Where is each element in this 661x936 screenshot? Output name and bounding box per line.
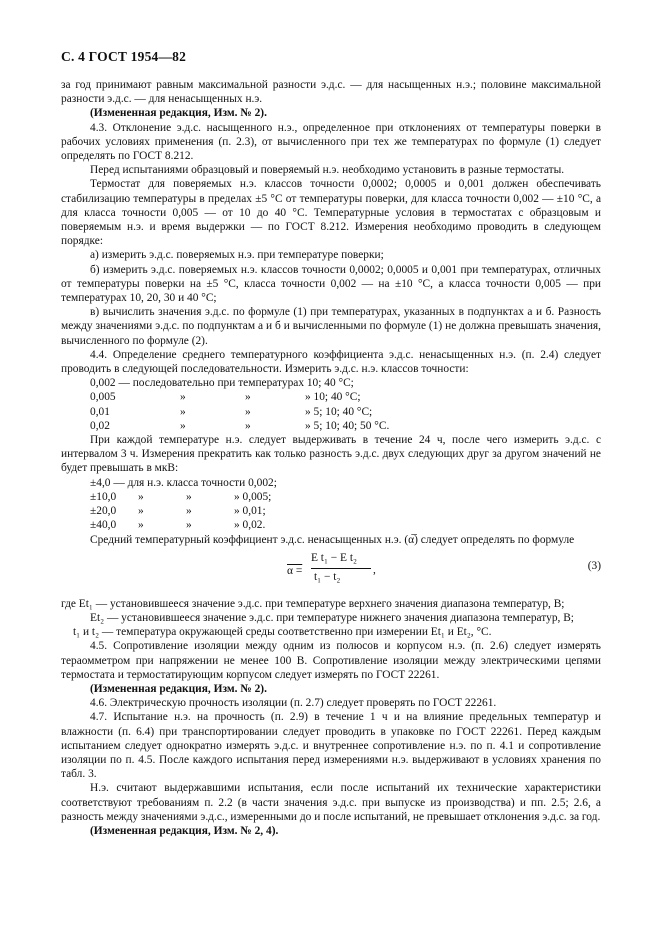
list-item: в) вычислить значения э.д.с. по формуле (1) при температурах, указанных в подпунктах а и б. Разность между значениями э.д.с. по подпунктам а и б и вычисленными по формуле (1) не должна превышать значения, вычисленного по формуле (2). <box>61 306 601 347</box>
formula-suffix: , <box>373 563 376 576</box>
table-cell: » <box>186 505 192 518</box>
limit-row <box>61 504 601 518</box>
table-cell: ±10,0 <box>90 490 117 503</box>
paragraph: 4.6. Электрическую прочность изоляции (п. 2.7) следует проверять по ГОСТ 22261. <box>90 697 497 710</box>
paragraph: Термостат для поверяемых н.э. классов точности 0,0002; 0,0005 и 0,001 должен обеспечивать стабилизацию температуры в пределах ±5 °С от температуры поверки, для класса точности 0,002 — ±10 °С, а для класса точности 0,005 — от 10 до 40 °С. Температурные условия в термостатах с образцовым и поверяемым н.э. и время выдержки — по ГОСТ 8.212. Измерения необходимо проводить в следующем порядке: <box>61 178 601 248</box>
table-cell: » <box>245 419 251 432</box>
table-cell: » 10; 40 °С; <box>305 391 361 404</box>
definition: Et₂ — установившееся значение э.д.с. при температуре нижнего значения диапазона температур, В; <box>90 611 574 624</box>
equation-number: (3) <box>587 559 601 572</box>
table-cell: » <box>186 519 192 532</box>
temperature-row <box>61 405 601 419</box>
temperature-row <box>61 390 601 404</box>
paragraph: 4.5. Сопротивление изоляции между одним из полюсов и корпусом н.э. (п. 2.6) следует измерять тераомметром при напряжении не менее 100 В. Сопротивление изоляции между электрическими цепями термостата и термостатирующим корпусом следует измерять по ГОСТ 22261. <box>61 640 601 681</box>
amendment-note: (Измененная редакция, Изм. № 2, 4). <box>90 824 279 837</box>
table-cell: » <box>186 490 192 503</box>
table-cell: 0,002 — последовательно при температурах 10; 40 °С; <box>90 377 354 390</box>
table-cell: » <box>180 419 186 432</box>
paragraph: Средний температурный коэффициент э.д.с. ненасыщенных н.э. (α̅) следует определять по формуле <box>90 533 575 546</box>
table-cell: » 0,02. <box>234 519 266 532</box>
paragraph: 4.4. Определение среднего температурного коэффициента э.д.с. ненасыщенных н.э. (п. 2.4) следует проводить в следующей последовательности. Измерить э.д.с. н.э. классов точности: <box>61 348 601 376</box>
table-cell: » <box>138 490 144 503</box>
table-cell: 0,02 <box>90 419 110 432</box>
amendment-note: (Измененная редакция, Изм. № 2). <box>90 107 267 120</box>
fraction-bar <box>311 568 371 569</box>
table-cell: » 5; 10; 40; 50 °С. <box>305 419 390 432</box>
limit-row <box>61 476 601 490</box>
paragraph: При каждой температуре н.э. следует выдерживать в течение 24 ч, после чего измерить э.д.с. с интервалом 3 ч. Измерения прекратить как только разность э.д.с. двух следующих друг за другом значений не будет превышать в мкВ: <box>61 434 601 475</box>
formula-lhs: α = <box>287 564 303 577</box>
paragraph: за год принимают равным максимальной разности э.д.с. — для насыщенных н.э.; половине максимальной разности э.д.с. — для ненасыщенных н.э. <box>61 79 601 106</box>
limit-list <box>61 476 601 533</box>
definition: где Et₁ — установившееся значение э.д.с. при температуре верхнего значения диапазона температур, В; <box>61 597 565 610</box>
amendment-note: (Измененная редакция, Изм. № 2). <box>90 682 267 695</box>
table-cell: » <box>245 391 251 404</box>
list-item: б) измерить э.д.с. поверяемых н.э. классов точности 0,0002; 0,0005 и 0,001 при температурах, отличных от температуры поверки на ±5 °С, класса точности 0,002 — на ±10 °С, а класса точности 0,005 — при температурах 10, 20, 30 и 40 °С; <box>61 263 601 305</box>
table-cell: » <box>138 519 144 532</box>
paragraph: 4.7. Испытание н.э. на прочность (п. 2.9) в течение 1 ч и на влияние предельных температур и влажности (п. 6.4) при транспортировании следует проводить в упаковке по ГОСТ 22261. Перед каждым испытанием следует однократно измерять э.д.с. и внутреннее сопротивление н.э. по п. 4.1 и сопротивление изоляции по п. 4.5. После каждого испытания перед измерениями н.э. выдерживают в условиях хранения по табл. 3. <box>61 711 601 781</box>
definition: t₁ и t₂ — температура окружающей среды соответственно при измерении Et₁ и Et₂, °С. <box>73 626 492 639</box>
temperature-list <box>61 376 601 433</box>
document-body <box>61 78 601 838</box>
page-header: С. 4 ГОСТ 1954—82 <box>61 49 187 64</box>
table-cell: 0,005 <box>90 391 116 404</box>
table-cell: » 5; 10; 40 °С; <box>305 405 373 418</box>
formula-numerator: E t₁ − E t₂ <box>311 551 358 564</box>
temperature-row <box>61 376 601 390</box>
table-cell: » <box>138 505 144 518</box>
formula-denominator: t₁ − t₂ <box>314 570 341 583</box>
temperature-row <box>61 419 601 433</box>
table-cell: 0,01 <box>90 405 110 418</box>
paragraph: 4.3. Отклонение э.д.с. насыщенного н.э., определенное при отклонениях от температуры поверки в рабочих условиях применения (п. 2.3), от вычисленного при тех же температурах по формуле (1) следует определять по ГОСТ 8.212. <box>61 121 601 163</box>
table-cell: ±40,0 <box>90 519 117 532</box>
list-item: а) измерить э.д.с. поверяемых н.э. при температуре поверки; <box>90 249 384 262</box>
table-cell: » <box>180 405 186 418</box>
limit-row <box>61 490 601 504</box>
table-cell: ±20,0 <box>90 505 117 518</box>
table-cell: » <box>245 405 251 418</box>
limit-row <box>61 518 601 532</box>
formula-3 <box>61 551 601 591</box>
table-cell: » <box>180 391 186 404</box>
table-cell: » 0,005; <box>234 490 272 503</box>
paragraph: Н.э. считают выдержавшими испытания, если после испытаний их технические характеристики соответствуют требованиям п. 2.2 (в части значения э.д.с. при выпуске из производства) и пп. 2.5; 2.6, а разность между значениями э.д.с., измеренными до и после испытаний, не превышает отклонения э.д.с. за год. <box>61 782 601 823</box>
paragraph: Перед испытаниями образцовый и поверяемый н.э. необходимо установить в разные термостаты. <box>90 164 565 177</box>
table-cell: » 0,01; <box>234 505 266 518</box>
table-cell: ±4,0 — для н.э. класса точности 0,002; <box>90 476 277 489</box>
